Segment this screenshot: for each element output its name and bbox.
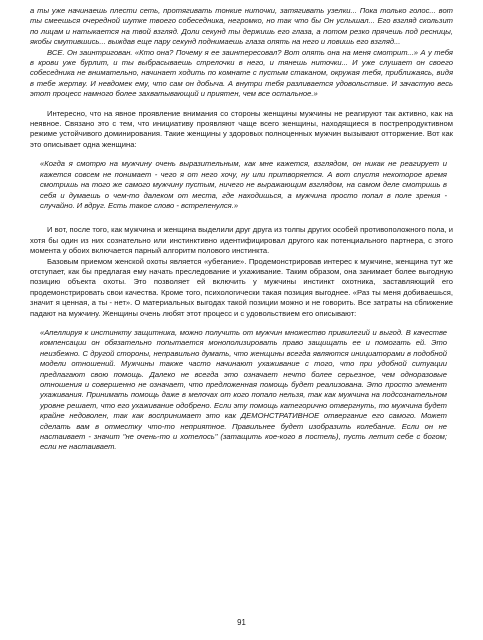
quote-2: «Апеллируя к инстинкту защитника, можно получить от мужчин множество привилегий и выгод. В качестве компенсации он обязательно попытается монополизировать право защищать ее и помогать ей. Это неизбежно. С другой стороны, неправильно думать, что женщины всегда являются инициаторами в подобной модели отношений. Мужчины также часто начинают ухаживание с того, что при удобной ситуации предлагают свою помощь. Далеко не всегда это означает нечто более серьезное, чем одноразовые отношения и совершенно не означает, что предложенная помощь будет реализована. Это просто элемент ухаживания. Принимать помощь даже в мелочах от кого попало нельзя, так как мужчина на подсознательном уровне решает, что его ухаживание одобрено. Если эту помощь категорично отвергнуть, то мужчина будет крайне недоволен, так как воспринимает это как ДЕМОНСТРАТИВНОЕ отвергание его самого. Может сделать вам в отместку что-то неприятное. Правильнее будет изобразить колебание. Если он не настаивает - значит "не очень-то и хотелось" (затащить кое-кого в постель), пусть летит себе с богом; если не настаивает. (40, 327, 447, 452)
paragraph-3: Интересно, что на явное проявление внимания со стороны женщины мужчины не реагируют так активно, как на неявное. Связано это с тем, что инициативу проявляют чаще всего женщины, находящиеся в пострепродуктивном режиме устойчивого доминирования. Такие женщины у здоровых полноценных мужчин вызывают отторжение. Вот как это описывает одна женщина: (30, 108, 453, 149)
spacer (30, 100, 453, 109)
paragraph-2: ВСЕ. Он заинтригован. «Кто она? Почему я ее заинтересовал? Вот опять она на меня смотрит...» А у тебя в крови уже бурлит, и ты выбрасываешь стрелочки в него, и тянешь ниточки... И уже слушает он своего собеседника не внимательно, начинает ходить по комнате с пустым стаканом, окружая тебя, приближаясь, видя в тебе жертву. И невдомек ему, что сам он добыча. А внутри тебя разливается удовольствие. И зачастую весь этот процесс намного более захватывающий и приятен, чем все остальное.» (30, 47, 453, 99)
spacer (30, 211, 453, 220)
paragraph-4: И вот, после того, как мужчина и женщина выделили друг друга из толпы других особей противоположного пола, и хотя бы один из них сознательно или инстинктивно идентифицировал другого как потенциального партнера, с этого момента у обоих включается парный алгоритм полового инстинкта. (30, 225, 453, 256)
page-number: 91 (237, 618, 246, 627)
spacer (30, 150, 453, 159)
paragraph-5: Базовым приемом женской охоты является «убегание». Продемонстрировав интерес к мужчине, женщина тут же отступает, как бы предлагая ему начать преследование и ухаживание. Таким образом, она занимает более выгодную позицию объекта охоты. Это позволяет ей включить у мужчины инстинкт охотника, заставляющий его продемонстрировать свои качества. Кроме того, психологически такая позиция выгоднее. «Раз ты меня добиваешься, значит я ценная, а ты - нет». О материальных выгодах такой позиции можно и не говорить. Все затраты на сближение падают на мужчину. Женщины очень любят этот процесс и с удовольствием его описывают: (30, 256, 453, 318)
spacer (30, 319, 453, 328)
paragraph-1: а ты уже начинаешь плести сеть, протягивать тонкие ниточки, затягивать узелки... Пока только голос... вот ты смеешься очередной шутке твоего собеседника, негромко, но так что бы Он услышал... Его взгляд скользит по лицам и натыкается на твой взгляд. Доли секунд ты держишь его глаза, а потом резко прячешь под ресницы, якобы смутившись... выждав еще пару секунд поднимаешь глаза опять на него и ловишь его взгляд... (30, 6, 453, 47)
quote-1: «Когда я смотрю на мужчину очень выразительным, как мне кажется, взглядом, он никак не реагирует и кажется совсем не понимает - чего я от него хочу, ну или притворяется. А вот спустя некоторое время смотришь на того же самого мужчину пустым, ничего не выражающим взглядом, на самом деле смотришь в себя и думаешь о чем-то далеком от места, где находишься, а мужчина просто попал в поле зрения - случайно. И вдруг. Есть такое слово - встрепенулся.» (40, 159, 447, 210)
